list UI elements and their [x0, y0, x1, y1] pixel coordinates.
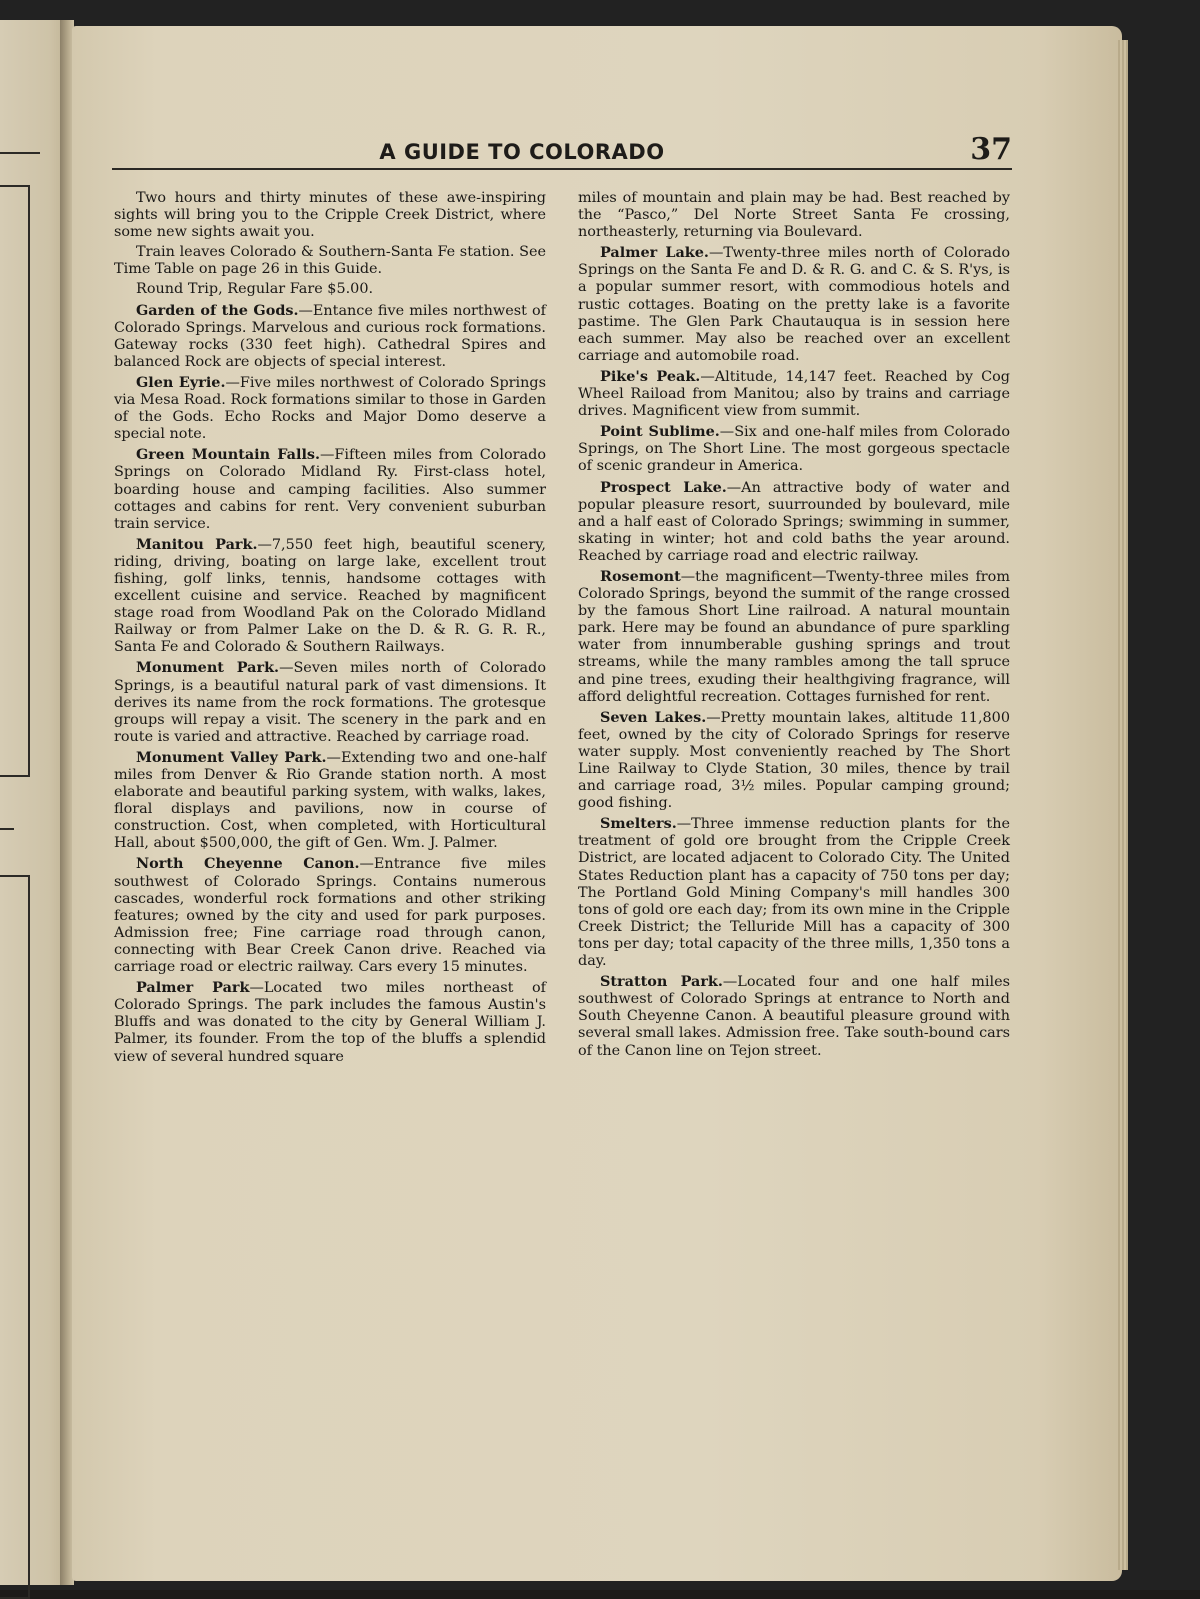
entry-heading: Glen Eyrie. [136, 373, 226, 391]
paragraph [114, 374, 546, 443]
entry-heading: Monument Park. [136, 659, 280, 677]
right-text-column [578, 190, 1010, 1063]
entry-text: —An attractive body of water and popular pleasure resort, suurrounded by boulevard, mile and a half east of Colorado Springs; swimming in summer, skating in winter; hot and cold baths the year around. Reached by carriage road and electric railway. [578, 479, 1010, 564]
paragraph [578, 423, 1010, 475]
paragraph [114, 190, 546, 241]
running-title: A GUIDE TO COLORADO [379, 140, 665, 164]
paragraph [578, 815, 1010, 970]
entry-heading: North Cheyenne Canon. [136, 855, 360, 873]
entry-text: Train leaves Colorado & Southern-Santa Fe station. See Time Table on page 26 in this Guide. [114, 244, 546, 278]
running-header [112, 130, 1012, 170]
paragraph [578, 568, 1010, 706]
entry-text: —7,550 feet high, beautiful scenery, riding, driving, boating on large lake, excellent trout fishing, golf links, tennis, handsome cottages with excellent cuisine and service. Reached by magnificent stage road from Woodland Pak on the Colorado Midland Railway or from Palmer Lake on the D. & R. G. R. R., Santa Fe and Colorado & Southern Railways. [114, 536, 546, 656]
entry-heading: Palmer Lake. [600, 244, 709, 262]
entry-text: miles of mountain and plain may be had. Best reached by the “Pasco,” Del Norte Street Santa Fe crossing, northeasterly, returning via Boulevard. [578, 190, 1010, 241]
entry-heading: Green Mountain Falls. [136, 446, 321, 464]
entry-heading: Smelters. [600, 815, 677, 833]
paragraph [578, 479, 1010, 565]
left-page-frame [0, 875, 30, 1599]
entry-text: —Entrance five miles southwest of Colorado Springs. Contains numerous cascades, wonderful rock formations and other striking features; owned by the city and used for park purposes. Admission free; Fine carriage road through canon, connecting with Bear Creek Canon drive. Reached via carriage road or electric railway. Cars every 15 minutes. [114, 856, 546, 976]
entry-text: —Extending two and one-half miles from Denver & Rio Grande station north. A most elaborate and beautiful parking system, with walks, lakes, floral displays and pavilions, now in course of construction. Cost, when completed, with Horticultural Hall, about $500,000, the gift of Gen. Wm. J. Palmer. [114, 749, 546, 852]
entry-text: —Three immense reduction plants for the treatment of gold ore brought from the Cripple Creek District, are located adjacent to Colorado City. The United States Reduction plant has a capacity of 750 tons per day; The Portland Gold Mining Company's mill handles 300 tons of gold ore each day; from its own mine in the Cripple Creek District; the Telluride Mill has a capacity of 300 tons per day; total capacity of the three mills, 1,350 tons a day. [578, 816, 1010, 970]
header-rule [112, 168, 1012, 170]
entry-text: Round Trip, Regular Fare $5.00. [136, 281, 374, 298]
entry-heading: Prospect Lake. [600, 478, 727, 496]
entry-text: —Pretty mountain lakes, altitude 11,800 feet, owned by the city of Colorado Springs for reserve water supply. Most conveniently reached by The Short Line Railway to Clyde Station, 30 miles, thence by trail and carriage road, 3½ miles. Popular camping ground; good fishing. [578, 709, 1010, 812]
page-edges [1118, 40, 1128, 1570]
page-number: 37 [970, 132, 1012, 167]
entry-heading: Stratton Park. [600, 973, 723, 991]
entry-heading: Monument Valley Park. [136, 748, 327, 766]
entry-heading: Point Sublime. [600, 423, 720, 441]
paragraph [578, 190, 1010, 241]
entry-text: —Fifteen miles from Colorado Springs on Colorado Midland Ry. First-class hotel, boarding house and camping facilities. Also summer cottages and cabins for rent. Very convenient suburban train service. [114, 447, 546, 532]
entry-text: —Six and one-half miles from Colorado Springs, on The Short Line. The most gorgeous spectacle of scenic grandeur in America. [578, 424, 1010, 475]
paragraph [114, 446, 546, 532]
paragraph [114, 855, 546, 976]
left-text-column [114, 190, 546, 1069]
left-page-frame [0, 185, 30, 777]
entry-text: —Five miles northwest of Colorado Springs via Mesa Road. Rock formations similar to those in Garden of the Gods. Echo Rocks and Major Domo deserve a special note. [114, 374, 547, 443]
left-page-rule [0, 828, 14, 830]
paragraph [114, 244, 546, 278]
paragraph [578, 973, 1010, 1059]
paragraph [114, 749, 546, 853]
entry-text: —Located four and one half miles southwest of Colorado Springs at entrance to North and South Cheyenne Canon. A beautiful pleasure ground with several small lakes. Admission free. Take south-bound cars of the Canon line on Tejon street. [578, 974, 1011, 1059]
entry-text: —Located two miles northeast of Colorado Springs. The park includes the famous Austin's Bluffs and was donated to the city by General William J. Palmer, its founder. From the top of the bluffs a splendid view of several hundred square [114, 980, 546, 1065]
paragraph [114, 536, 546, 657]
paragraph [114, 979, 546, 1065]
entry-heading: Seven Lakes. [600, 708, 707, 726]
entry-text: —the magnificent—Twenty-three miles from Colorado Springs, beyond the summit of the range crossed by the famous Short Line railroad. A natural mountain park. Here may be found an abundance of pure sparkling water from innumberable gushing springs and trout streams, while the many rambles among the tall spruce and pine trees, exuding their healthgiving fragrance, will afford delightful recreation. Cottages furnished for rent. [578, 568, 1010, 705]
left-page-rule [0, 152, 40, 154]
entry-heading: Manitou Park. [136, 535, 258, 553]
paragraph [578, 368, 1010, 420]
entry-text: Two hours and thirty minutes of these awe-inspiring sights will bring you to the Cripple Creek District, where some new sights await you. [114, 190, 546, 241]
entry-heading: Rosemont [600, 567, 681, 585]
entry-text: —Altitude, 14,147 feet. Reached by Cog Wheel Raiload from Manitou; also by trains and carriage drives. Magnificent view from summit. [578, 368, 1010, 420]
entry-text: —Seven miles north of Colorado Springs, is a beautiful natural park of vast dimensions. It derives its name from the rock formations. The grotesque groups will repay a visit. The scenery in the park and en route is varied and attractive. Reached by carriage road. [114, 660, 547, 745]
entry-heading: Palmer Park [136, 979, 250, 997]
paragraph [114, 302, 546, 371]
paragraph [114, 281, 546, 298]
paragraph [578, 244, 1010, 365]
paragraph [114, 659, 546, 745]
entry-heading: Pike's Peak. [600, 367, 701, 385]
paragraph [578, 709, 1010, 813]
entry-text: —Twenty-three miles north of Colorado Springs on the Santa Fe and D. & R. G. and C. & S. R'ys, is a popular summer resort, with commodious hotels and rustic cottages. Boating on the pretty lake is a favorite pastime. The Glen Park Chautauqua is in session here each summer. May also be reached over an excellent carriage and automobile road. [578, 245, 1011, 364]
entry-heading: Garden of the Gods. [136, 301, 299, 319]
entry-text: —Entance five miles northwest of Colorado Springs. Marvelous and curious rock formations. Gateway rocks (330 feet high). Cathedral Spires and balanced Rock are objects of special interest. [114, 302, 546, 370]
